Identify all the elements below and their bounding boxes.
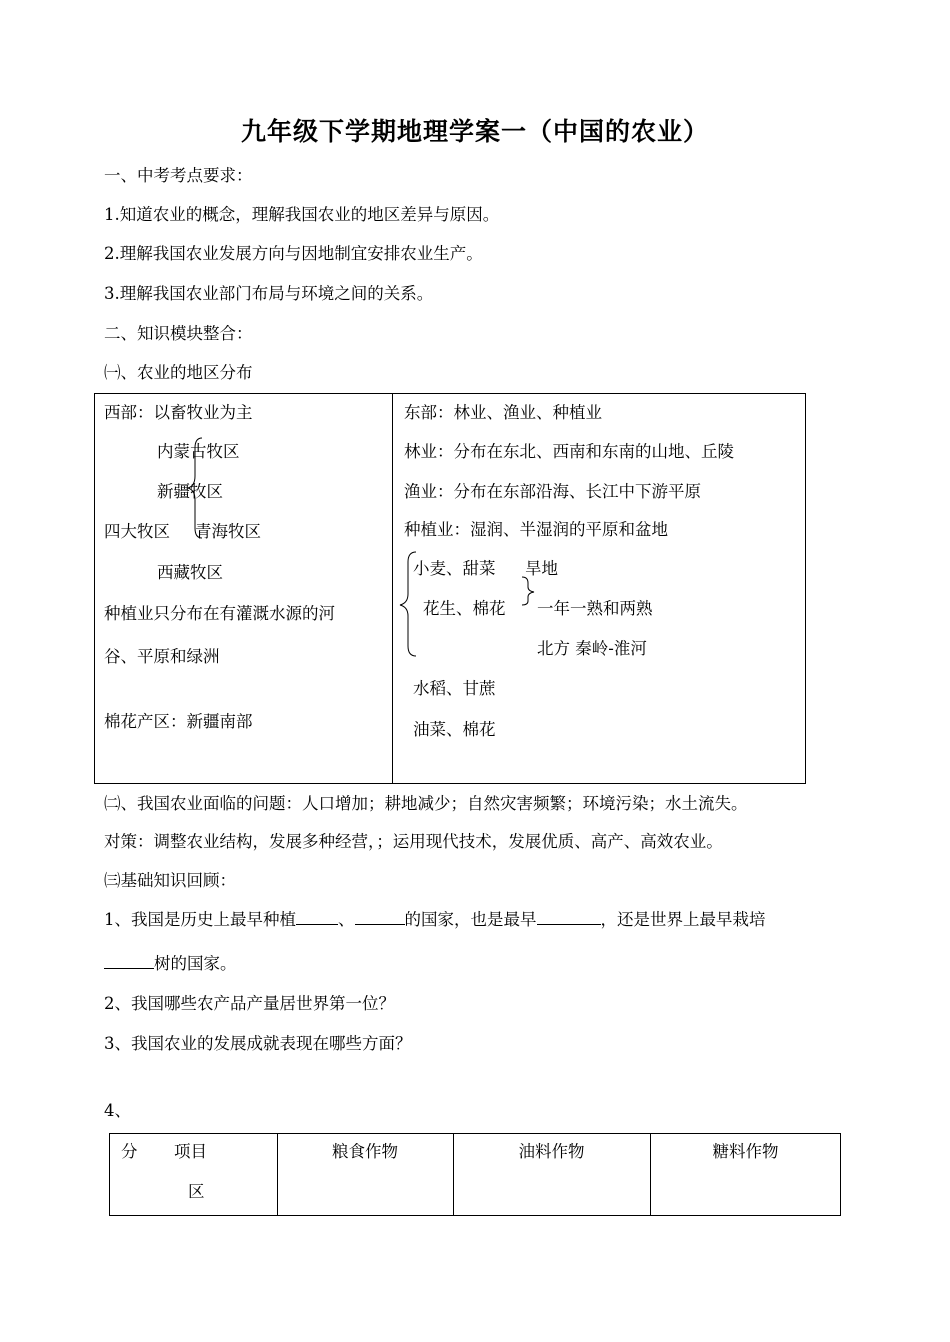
q1-text-a: 1、我国是历史上最早种植 <box>104 910 296 929</box>
q1-blank-1[interactable] <box>296 910 338 925</box>
agriculture-measures: 对策：调整农业结构，发展多种经营，；运用现代技术，发展优质、高产、高效农业。 <box>104 832 723 851</box>
pasture-brace <box>186 436 206 540</box>
pasture-inner-mongolia: 内蒙古牧区 <box>157 442 240 461</box>
question-4: 4、 <box>104 1101 131 1120</box>
q1-text-d: ，还是世界上最早栽培 <box>600 910 766 929</box>
requirement-item-2: 2.理解我国农业发展方向与因地制宜安排农业生产。 <box>104 244 483 263</box>
subsection-review: ㈢基础知识回顾： <box>104 871 236 890</box>
crops-wheat-beet: 小麦、甜菜 <box>413 559 496 578</box>
dryland-brace <box>520 575 538 607</box>
north-boundary: 北方 秦岭-淮河 <box>537 639 647 658</box>
planting-west-line2: 谷、平原和绿洲 <box>104 647 220 666</box>
q1-blank-3[interactable] <box>537 910 601 925</box>
four-pastures-label: 四大牧区 <box>104 522 170 541</box>
requirement-item-1: 1.知道农业的概念，理解我国农业的地区差异与原因。 <box>104 205 500 224</box>
planting-east: 种植业：湿润、半湿润的平原和盆地 <box>404 520 668 539</box>
fishery-distribution: 渔业：分布在东部沿海、长江中下游平原 <box>404 482 701 501</box>
pasture-qinghai: 青海牧区 <box>195 522 261 541</box>
question-1-line1 <box>104 906 766 930</box>
dryland-label: 旱地 <box>525 559 558 578</box>
q1-blank-2[interactable] <box>355 910 405 925</box>
harvest-frequency: 一年一熟和两熟 <box>537 599 653 618</box>
east-heading: 东部：林业、渔业、种植业 <box>404 403 602 422</box>
question-2: 2、我国哪些农产品产量居世界第一位？ <box>104 994 395 1013</box>
crops-brace <box>398 550 420 658</box>
planting-west-line1: 种植业只分布在有灌溉水源的河 <box>104 604 335 623</box>
west-heading: 西部：以畜牧业为主 <box>104 403 253 422</box>
pasture-xinjiang: 新疆牧区 <box>157 482 223 501</box>
q1-blank-4[interactable] <box>104 954 154 969</box>
q1-text-c: 的国家，也是最早 <box>404 910 537 929</box>
section2-heading: 二、知识模块整合： <box>104 324 253 343</box>
crops-peanut-cotton: 花生、棉花 <box>423 599 506 618</box>
crops-rice-sugarcane: 水稻、甘蔗 <box>413 679 496 698</box>
table-corner-item: 项目 <box>174 1142 207 1161</box>
header-grain-crops: 粮食作物 <box>332 1142 398 1161</box>
section1-heading: 一、中考考点要求： <box>104 166 253 185</box>
question-3: 3、我国农业的发展成就表现在哪些方面？ <box>104 1034 412 1053</box>
cotton-region: 棉花产区：新疆南部 <box>104 712 253 731</box>
agriculture-problems: ㈡、我国农业面临的问题：人口增加；耕地减少；自然灾害频繁；环境污染；水土流失。 <box>104 794 748 813</box>
header-sugar-crops: 糖料作物 <box>712 1142 779 1161</box>
header-oil-crops: 油料作物 <box>518 1142 585 1161</box>
pasture-tibet: 西藏牧区 <box>157 563 223 582</box>
q1-text-e: 树的国家。 <box>154 954 237 973</box>
crops-rape-cotton: 油菜、棉花 <box>413 720 496 739</box>
table-corner-fen: 分 <box>121 1142 138 1161</box>
requirement-item-3: 3.理解我国农业部门布局与环境之间的关系。 <box>104 284 434 303</box>
table-divider <box>392 393 393 784</box>
page-title: 九年级下学期地理学案一（中国的农业） <box>240 117 709 146</box>
q1-text-b: 、 <box>338 910 355 929</box>
subsection-distribution: ㈠、农业的地区分布 <box>104 363 253 382</box>
forestry-distribution: 林业：分布在东北、西南和东南的山地、丘陵 <box>404 442 734 461</box>
question-1-line2 <box>104 950 237 974</box>
table-corner-region: 区 <box>188 1182 205 1201</box>
